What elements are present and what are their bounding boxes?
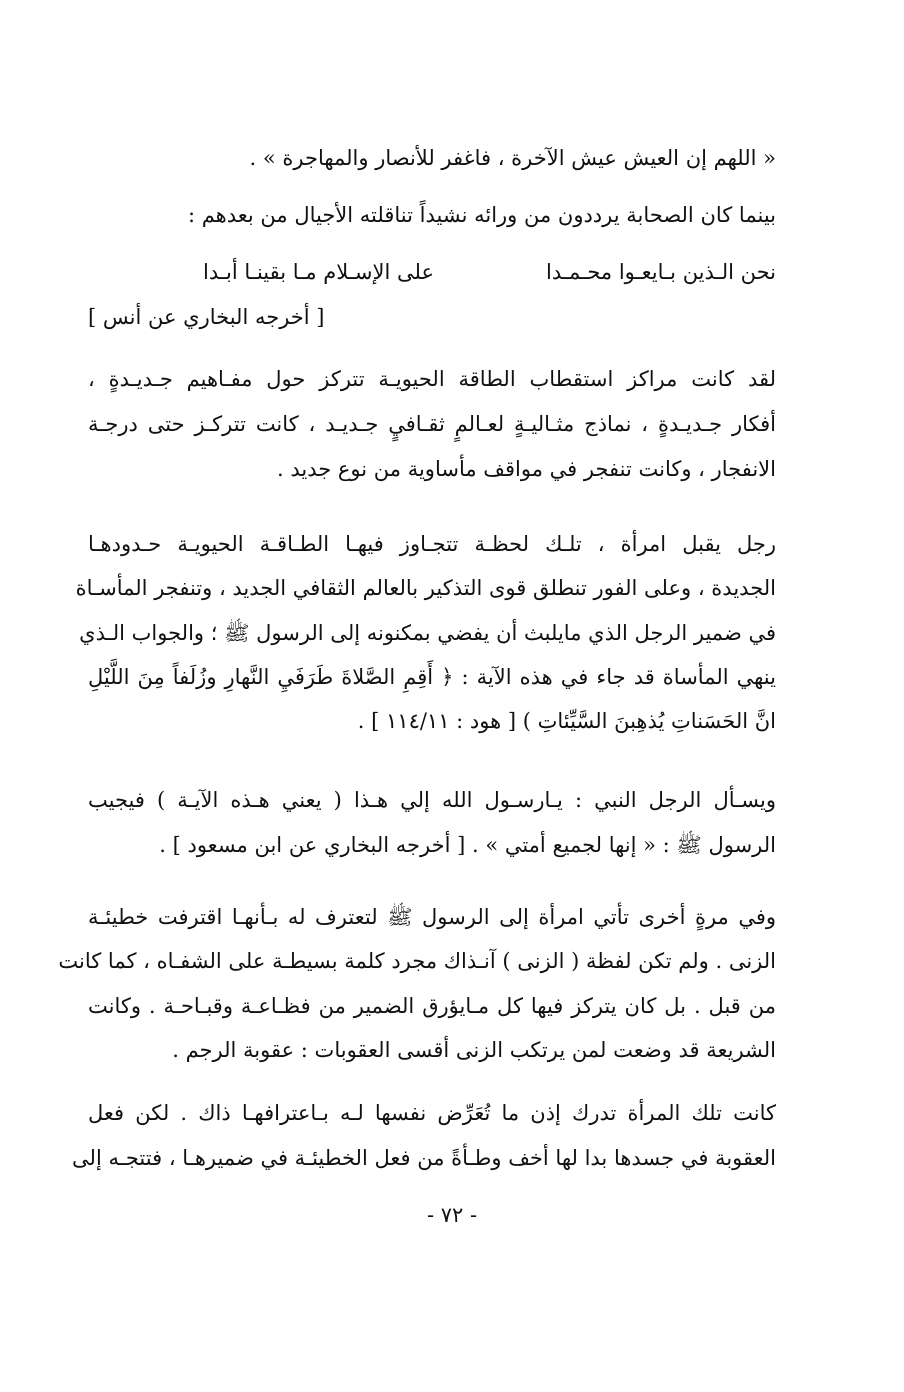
text-line: الرسول ﷺ : « إنها لجميع أمتي » . [ أخرجه البخاري عن ابن مسعود ] . <box>159 833 776 857</box>
text-line: العقوبة في جسدها بدا لها أخف وطـأةً من فعل الخطيئـة في ضميرهـا ، فتتجـه إلى <box>72 1146 776 1170</box>
text-line: من قبل . بل كان يتركز فيها كل مـايؤرق الضمير من فظـاعـة وقبـاحـة . وكانت <box>88 994 776 1018</box>
text-line: ويسـأل الرجل النبي : يـارسـول الله إلي هـذا ( يعني هـذه الآيـة ) فيجيب <box>88 788 776 812</box>
text-line: الشريعة قد وضعت لمن يرتكب الزنى أقسى العقوبات : عقوبة الرجم . <box>172 1038 776 1062</box>
text-line: أفكار جـديـدةٍ ، نماذج مثـاليـةٍ لعـالمٍ ثقـافيٍ جـديـد ، كانت تتركـز حتى درجـة <box>88 412 776 436</box>
text-line: رجل يقبل امرأة ، تلـك لحظـة تتجـاوز فيهـا الطـاقـة الحيويـة حـدودهـا <box>88 532 776 556</box>
text-line: بينما كان الصحابة يرددون من ورائه نشيداً تناقلته الأجيال من بعدهم : <box>187 203 776 227</box>
text-line: كانت تلك المرأة تدرك إذن ما تُعَرِّض نفسها لـه بـاعترافهـا ذاك . لكن فعل <box>88 1101 776 1125</box>
text-line: انَّ الحَسَناتِ يُذهِبنَ السَّيِّئاتِ ) [ هود : ١١٤/١١ ] . <box>357 709 776 733</box>
text-line: في ضمير الرجل الذي مايلبث أن يفضي بمكنونه إلى الرسول ﷺ ؛ والجواب الـذي <box>79 621 776 645</box>
page-number: - ٧٢ - <box>426 1203 478 1227</box>
text-line: لقد كانت مراكز استقطاب الطاقة الحيويـة تتركز حول مفـاهيم جـديـدةٍ ، <box>88 367 776 391</box>
text-line: ينهي المأساة قد جاء في هذه الآية : ﴿ أَقِمِ الصَّلاةَ طَرَفَيِ النَّهارِ وزُلَفاً مِنَ اللَّيْلِ <box>88 665 776 689</box>
text-line: الزنى . ولم تكن لفظة ( الزنى ) آنـذاك مجرد كلمة بسيطـة على الشفـاه ، كما كانت <box>58 949 776 973</box>
verse-first-hemistich: نحن الـذين بـايعـوا محـمـدا <box>546 260 776 284</box>
citation: [ أخرجه البخاري عن أنس ] <box>88 305 325 329</box>
text-line: الجديدة ، وعلى الفور تنطلق قوى التذكير بالعالم الثقافي الجديد ، وتنفجر المأسـاة <box>75 576 776 600</box>
text-line: الانفجار ، وكانت تنفجر في مواقف مأساوية من نوع جديد . <box>277 457 776 481</box>
verse-second-hemistich: على الإسـلام مـا بقينـا أبـدا <box>203 260 434 284</box>
text-line: وفي مرةٍ أخرى تأتي امرأة إلى الرسول ﷺ لتعترف له بـأنهـا اقترفت خطيئـة <box>88 905 776 929</box>
text-line: « اللهم إن العيش عيش الآخرة ، فاغفر للأنصار والمهاجرة » . <box>249 146 776 170</box>
